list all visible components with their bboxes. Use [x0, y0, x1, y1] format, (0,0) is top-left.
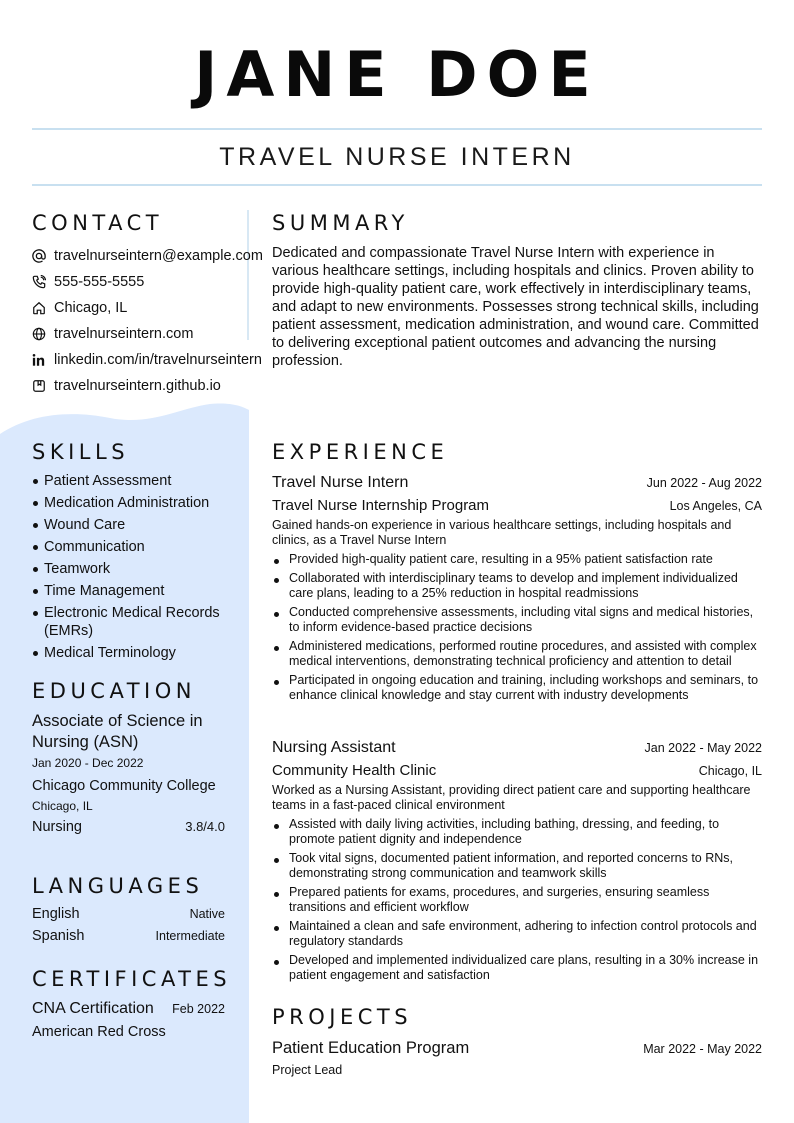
education-gpa: 3.8/4.0: [185, 819, 225, 834]
job-bullet: Participated in ongoing education and training, including workshops and seminars, to enhance clinical knowledge and stay current with industry developments: [272, 673, 762, 703]
project-title: Patient Education Program: [272, 1039, 470, 1057]
contact-linkedin-text: linkedin.com/in/travelnurseintern: [54, 352, 262, 368]
skill-item: Time Management: [32, 582, 242, 600]
certificate-issuer: American Red Cross: [32, 1024, 166, 1040]
job-title: TRAVEL NURSE INTERN: [219, 143, 575, 171]
language-level: Native: [189, 907, 225, 921]
job-bullet: Assisted with daily living activities, including bathing, dressing, and feeding, to promote patient dignity and independence: [272, 817, 762, 847]
header-bottom-rule: [32, 184, 762, 186]
job-subheader: [272, 762, 762, 779]
job-description: Gained hands-on experience in various healthcare settings, including hospitals and clinics, as a Travel Nurse Intern: [272, 518, 732, 547]
skill-item: Medication Administration: [32, 494, 242, 512]
job-bullet: Maintained a clean and safe environment, adhering to infection control protocols and regulatory standards: [272, 919, 762, 949]
job-location: Los Angeles, CA: [669, 499, 762, 513]
skill-item: Wound Care: [32, 516, 242, 534]
language-item: [32, 928, 225, 950]
project-header: [272, 1039, 762, 1058]
project-role: Project Lead: [272, 1063, 343, 1077]
job-dates: Jun 2022 - Aug 2022: [646, 476, 762, 490]
skills-list: [32, 472, 242, 666]
education-degree: Associate of Science in Nursing (ASN): [32, 712, 203, 751]
at-icon: [32, 249, 54, 263]
summary-text: Dedicated and compassionate Travel Nurse Intern with experience in various healthcare settings, including hospitals and clinics. Proven ability to provide high-quality patient care, work effectively in interdisciplinary teams, and adapt to new environments. Possesses strong technical skills, including patient assessment, medication administration, and wound care. Committed to delivering exceptional patient outcomes and advancing the nursing profession.: [272, 245, 759, 369]
summary-heading: SUMMARY: [272, 211, 409, 235]
contact-phone-text: 555-555-5555: [54, 274, 145, 290]
job-header: [272, 739, 762, 757]
experience-heading: EXPERIENCE: [272, 440, 449, 464]
job-position: Travel Nurse Intern: [272, 474, 409, 491]
projects-heading: PROJECTS: [272, 1005, 413, 1029]
education-entry: [32, 711, 225, 835]
job-subheader: [272, 497, 762, 514]
contact-location: [32, 295, 282, 321]
contact-website-text: travelnurseintern.com: [54, 326, 194, 342]
skill-item: Teamwork: [32, 560, 242, 578]
job-dates: Jan 2022 - May 2022: [644, 741, 762, 755]
education-heading: EDUCATION: [32, 679, 196, 703]
education-location: Chicago, IL: [32, 799, 93, 813]
project-dates: Mar 2022 - May 2022: [643, 1042, 762, 1056]
job-bullet: Conducted comprehensive assessments, including vital signs and medical histories, to inform evidence-based practice decisions: [272, 605, 762, 635]
job-bullet: Developed and implemented individualized care plans, resulting in a 30% increase in patient engagement and satisfaction: [272, 953, 762, 983]
education-field-row: [32, 819, 225, 835]
job-bullet: Prepared patients for exams, procedures, and surgeries, ensuring seamless transitions and efficient workflow: [272, 885, 762, 915]
education-field: Nursing: [32, 819, 82, 835]
github-icon: [32, 379, 54, 393]
language-name: Spanish: [32, 928, 85, 944]
certificate-date: Feb 2022: [172, 1002, 225, 1016]
project-entry: [272, 1039, 762, 1077]
job-description: Worked as a Nursing Assistant, providing direct patient care and supporting healthcare teams in a fast-paced clinical environment: [272, 783, 751, 812]
candidate-name: JANE DOE: [194, 38, 600, 111]
certificate-row: [32, 1000, 225, 1018]
contact-email-text: travelnurseintern@example.com: [54, 248, 263, 264]
globe-icon: [32, 327, 54, 341]
experience-entry: [272, 474, 762, 707]
home-icon: [32, 301, 54, 315]
skill-item: Medical Terminology: [32, 644, 242, 662]
job-bullet: Provided high-quality patient care, resulting in a 95% patient satisfaction rate: [272, 552, 762, 567]
contact-list: [32, 243, 282, 399]
job-bullet: Collaborated with interdisciplinary teams to develop and implement individualized care plans, leading to a 25% reduction in hospital readmissions: [272, 571, 762, 601]
contact-location-text: Chicago, IL: [54, 300, 128, 316]
experience-entry: [272, 739, 762, 987]
contact-github-text: travelnurseintern.github.io: [54, 378, 221, 394]
job-location: Chicago, IL: [698, 764, 762, 778]
job-bullet: Administered medications, performed routine procedures, and assisted with complex medical interventions, demonstrating technical proficiency and attention to detail: [272, 639, 762, 669]
job-position: Nursing Assistant: [272, 739, 396, 756]
job-company: Travel Nurse Internship Program: [272, 497, 490, 514]
linkedin-icon: [32, 353, 54, 367]
skill-item: Electronic Medical Records (EMRs): [32, 604, 242, 640]
job-bullet: Took vital signs, documented patient information, and reported concerns to RNs, demonstrating strong communication and teamwork skills: [272, 851, 762, 881]
language-level: Intermediate: [155, 929, 225, 943]
job-header: [272, 474, 762, 492]
contact-linkedin[interactable]: [32, 347, 282, 373]
skills-heading: SKILLS: [32, 440, 130, 464]
languages-list: [32, 906, 225, 950]
contact-phone[interactable]: [32, 269, 282, 295]
certificates-heading: CERTIFICATES: [32, 967, 232, 991]
language-name: English: [32, 906, 80, 922]
job-company: Community Health Clinic: [272, 762, 437, 779]
contact-website[interactable]: [32, 321, 282, 347]
contact-heading: CONTACT: [32, 211, 164, 235]
header-top-rule: [32, 128, 762, 130]
skill-item: Communication: [32, 538, 242, 556]
job-bullets: [272, 552, 762, 703]
contact-email[interactable]: [32, 243, 282, 269]
certificate-name: CNA Certification: [32, 1000, 154, 1017]
job-bullets: [272, 817, 762, 983]
languages-heading: LANGUAGES: [32, 874, 204, 898]
skill-item: Patient Assessment: [32, 472, 242, 490]
education-school: Chicago Community College: [32, 778, 216, 794]
education-dates: Jan 2020 - Dec 2022: [32, 756, 144, 770]
certificate-entry: [32, 1000, 225, 1040]
contact-github[interactable]: [32, 373, 282, 399]
phone-icon: [32, 275, 54, 289]
language-item: [32, 906, 225, 928]
